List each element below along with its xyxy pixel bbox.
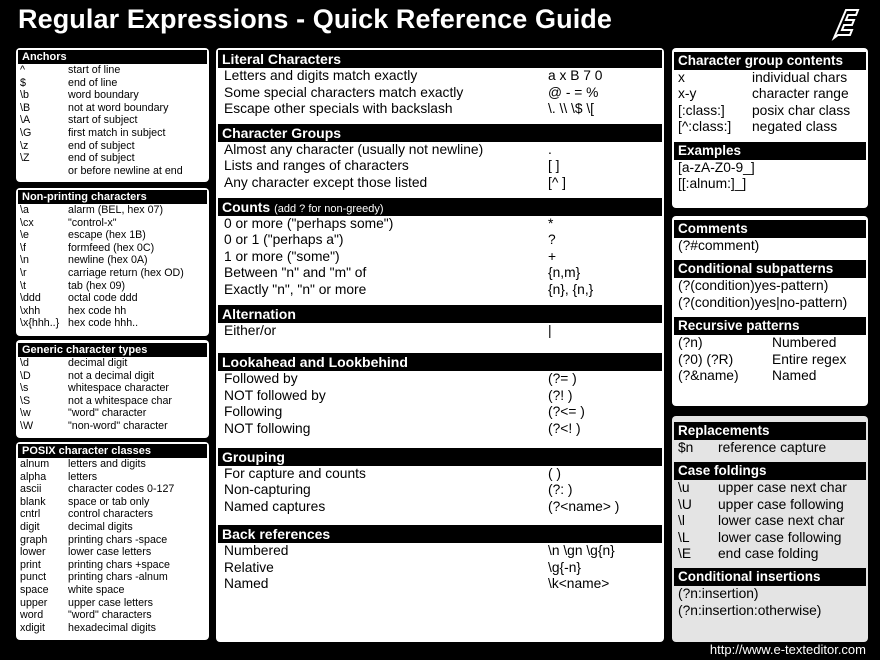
list-item: [16, 127, 209, 140]
list-item: [16, 420, 209, 433]
literal-header: Literal Characters: [218, 50, 662, 68]
list-item: [216, 466, 664, 483]
row-key: \S: [20, 394, 31, 407]
e-texteditor-logo-icon: [826, 4, 866, 44]
list-item: [16, 114, 209, 127]
row-value: individual chars: [752, 70, 848, 85]
list-item: [16, 280, 209, 293]
list-item: [16, 140, 209, 153]
comments-header: Comments: [674, 220, 866, 238]
row-value: {n}, {n,}: [548, 281, 594, 297]
casefold-header: Case foldings: [674, 462, 866, 480]
row-value: posix char class: [752, 102, 851, 118]
list-item: [16, 89, 209, 102]
row-value: start of subject: [68, 114, 138, 127]
row-key: ascii: [20, 483, 42, 496]
row-key: \U: [678, 496, 692, 512]
row-key: $: [20, 76, 26, 89]
group-contents-header: Character group contents: [674, 52, 866, 70]
list-item: [216, 482, 664, 499]
generic-panel: [16, 340, 209, 438]
backrefs-header: Back references: [218, 525, 662, 543]
row-key: \b: [20, 89, 29, 102]
list-item: [216, 216, 664, 233]
list-item: [672, 546, 868, 562]
row-value: "control-x": [68, 216, 117, 229]
list-item: [16, 483, 209, 496]
list-item: [672, 530, 868, 546]
row-key: (?0) (?R): [678, 351, 734, 367]
row-value: ?: [548, 232, 556, 248]
row-key: \W: [20, 419, 34, 432]
row-value: ( ): [548, 465, 562, 481]
list-item: [216, 101, 664, 118]
row-key: \x{hhh..}: [20, 317, 60, 330]
list-item: [216, 265, 664, 282]
list-item: [216, 232, 664, 249]
row-value: whitespace character: [68, 382, 169, 395]
list-item: [672, 86, 868, 102]
list-item: [216, 249, 664, 266]
list-item: [672, 586, 868, 602]
posix-header: POSIX character classes: [18, 444, 207, 458]
condins-header: Conditional insertions: [674, 568, 866, 586]
row-key: $n: [678, 440, 694, 455]
list-item: [672, 278, 868, 294]
list-item: [16, 357, 209, 370]
row-key: \l: [678, 513, 685, 529]
row-key: \r: [20, 266, 27, 279]
list-item: [16, 458, 209, 471]
row-key: Named: [224, 576, 269, 592]
row-key: alpha: [20, 470, 47, 483]
row-key: Either/or: [224, 322, 277, 338]
list-item: [672, 295, 868, 311]
row-value: negated class: [752, 119, 838, 135]
row-value: decimal digits: [68, 520, 133, 533]
list-item: [672, 70, 868, 86]
list-item: [16, 242, 209, 255]
row-value: letters and digits: [68, 458, 146, 470]
row-value: word boundary: [68, 89, 139, 102]
list-item: [16, 102, 209, 115]
row-key: ^: [20, 64, 26, 76]
row-key: Non-capturing: [224, 482, 311, 498]
row-key: word: [20, 609, 44, 622]
row-value: formfeed (hex 0C): [68, 241, 155, 254]
recursive-header: Recursive patterns: [674, 317, 866, 335]
row-key: \f: [20, 241, 26, 254]
row-key: (?n): [678, 335, 703, 351]
row-value: newline (hex 0A): [68, 254, 148, 267]
row-value: letters: [68, 470, 98, 483]
list-item: [216, 323, 664, 340]
list-item: [216, 543, 664, 560]
row-value: lower case following: [718, 529, 842, 545]
row-value: Numbered: [772, 335, 837, 351]
row-key: 0 or more ("perhaps some"): [224, 215, 394, 231]
replacements-panel: [672, 416, 868, 642]
row-key: lower: [20, 546, 46, 559]
row-value: decimal digit: [68, 357, 128, 369]
anchors-header: Anchors: [18, 50, 207, 64]
list-item: [16, 471, 209, 484]
list-item: [672, 352, 868, 368]
row-key: \B: [20, 101, 31, 114]
row-key: x-y: [678, 86, 697, 102]
row-key: 0 or 1 ("perhaps a"): [224, 232, 344, 248]
row-key: \G: [20, 126, 32, 139]
row-value: first match in subject: [68, 126, 166, 139]
row-value: end of line: [68, 76, 118, 89]
row-value: character codes 0-127: [68, 483, 175, 496]
row-key: \d: [20, 357, 29, 369]
footer-url[interactable]: http://www.e-texteditor.com: [709, 642, 866, 657]
row-value: (?<name> ): [548, 498, 620, 514]
row-key: 1 or more ("some"): [224, 248, 340, 264]
list-item: [216, 404, 664, 421]
row-key: Lists and ranges of characters: [224, 158, 409, 174]
list-item: [672, 368, 868, 384]
row-key: \n: [20, 254, 29, 267]
row-value: upper case following: [718, 496, 844, 512]
list-item: [16, 496, 209, 509]
list-item: [16, 559, 209, 572]
row-value: alarm (BEL, hex 07): [68, 204, 164, 216]
row-key: digit: [20, 520, 40, 533]
row-key: \a: [20, 204, 29, 216]
row-key: \t: [20, 279, 26, 292]
row-value: [ ]: [548, 158, 560, 174]
row-key: NOT following: [224, 420, 311, 436]
row-value: lower case next char: [718, 513, 845, 529]
row-value: (?<! ): [548, 420, 581, 436]
row-value: \g{-n}: [548, 559, 581, 575]
list-item: [16, 217, 209, 230]
list-item: [216, 388, 664, 405]
row-key: Escape other specials with backslash: [224, 101, 453, 117]
list-item: [672, 440, 868, 456]
row-key: For capture and counts: [224, 465, 366, 481]
lookaround-header: Lookahead and Lookbehind: [218, 353, 662, 371]
nonprint-header: Non-printing characters: [18, 190, 207, 204]
list-item: [216, 560, 664, 577]
list-item: [672, 335, 868, 351]
row-value: .: [548, 141, 552, 157]
row-key: [:class:]: [678, 102, 725, 118]
row-key: alnum: [20, 458, 50, 470]
row-key: cntrl: [20, 508, 41, 521]
list-item: [216, 175, 664, 192]
row-value: end case folding: [718, 546, 819, 562]
row-value: hex code hhh..: [68, 317, 139, 330]
list-item: [16, 584, 209, 597]
row-key: space: [20, 583, 49, 596]
list-item: [216, 68, 664, 85]
row-value: (?(condition)yes-pattern): [678, 278, 829, 294]
row-key: [20, 165, 68, 178]
row-value: space or tab only: [68, 495, 150, 508]
row-key: \ddd: [20, 292, 41, 305]
anchors-panel: [16, 48, 209, 182]
row-key: Numbered: [224, 543, 289, 559]
replacements-header: Replacements: [674, 422, 866, 440]
list-item: [672, 238, 868, 254]
row-value: (?#comment): [678, 238, 760, 253]
row-key: x: [678, 70, 685, 85]
row-value: [a-zA-Z0-9_]: [678, 159, 755, 175]
list-item: [16, 152, 209, 165]
list-item: [672, 480, 868, 496]
row-key: Following: [224, 404, 283, 420]
row-value: +: [548, 248, 557, 264]
list-item: [216, 421, 664, 438]
row-value: \k<name>: [548, 576, 610, 592]
row-value: upper case letters: [68, 596, 153, 609]
row-key: \s: [20, 382, 29, 395]
list-item: [16, 254, 209, 267]
examples-header: Examples: [674, 142, 866, 160]
page-title: Regular Expressions - Quick Reference Guide: [18, 4, 613, 34]
generic-header: Generic character types: [18, 343, 207, 357]
list-item: [216, 499, 664, 516]
row-value: (?n:insertion:otherwise): [678, 602, 822, 618]
list-item: [216, 576, 664, 593]
conditional-header: Conditional subpatterns: [674, 260, 866, 278]
row-key: punct: [20, 571, 47, 584]
row-value: "word" character: [68, 407, 147, 420]
row-key: Between "n" and "m" of: [224, 265, 367, 281]
list-item: [16, 571, 209, 584]
row-value: {n,m}: [548, 265, 581, 281]
row-key: Some special characters match exactly: [224, 84, 464, 100]
list-item: [16, 267, 209, 280]
counts-header: Counts (add ? for non-greedy): [218, 198, 662, 216]
row-value: hexadecimal digits: [68, 621, 156, 634]
row-value: (?! ): [548, 387, 573, 403]
list-item: [16, 382, 209, 395]
row-value: printing chars +space: [68, 558, 170, 571]
row-value: [[:alnum:]_]: [678, 176, 747, 192]
list-item: [16, 204, 209, 217]
row-key: \w: [20, 407, 31, 420]
row-value: (?n:insertion): [678, 586, 759, 602]
list-item: [672, 176, 868, 192]
row-value: a x B 7 0: [548, 68, 603, 83]
row-value: printing chars -alnum: [68, 571, 168, 584]
row-value: (?<= ): [548, 404, 585, 420]
row-value: not a whitespace char: [68, 394, 172, 407]
list-item: [16, 165, 209, 178]
row-key: \u: [678, 480, 690, 496]
row-key: \z: [20, 139, 29, 152]
list-item: [672, 160, 868, 176]
row-key: \Z: [20, 152, 30, 165]
list-item: [16, 609, 209, 622]
row-value: "word" characters: [68, 609, 152, 622]
group-contents-panel: [672, 48, 868, 208]
list-item: [16, 77, 209, 90]
row-value: Named: [772, 368, 817, 384]
list-item: [672, 119, 868, 135]
row-value: reference capture: [718, 440, 827, 455]
row-value: not a decimal digit: [68, 369, 155, 382]
list-item: [672, 603, 868, 619]
row-key: (?&name): [678, 368, 739, 384]
main-reference-panel: [216, 48, 664, 642]
grouping-header: Grouping: [218, 448, 662, 466]
row-key: Relative: [224, 559, 274, 575]
row-value: @ - = %: [548, 84, 599, 100]
row-value: white space: [68, 583, 125, 596]
list-item: [672, 497, 868, 513]
list-item: [16, 370, 209, 383]
list-item: [16, 407, 209, 420]
row-key: \e: [20, 229, 29, 242]
list-item: [216, 142, 664, 159]
list-item: [16, 508, 209, 521]
row-value: start of line: [68, 64, 121, 76]
list-item: [16, 534, 209, 547]
list-item: [16, 395, 209, 408]
row-value: octal code ddd: [68, 292, 138, 305]
row-key: \A: [20, 114, 31, 127]
row-value: upper case next char: [718, 480, 847, 496]
row-key: Letters and digits match exactly: [224, 68, 418, 83]
list-item: [16, 597, 209, 610]
row-value: control characters: [68, 508, 153, 521]
row-value: Entire regex: [772, 351, 847, 367]
list-item: [16, 64, 209, 77]
row-key: \L: [678, 529, 690, 545]
row-value: *: [548, 215, 554, 231]
row-key: graph: [20, 533, 48, 546]
row-key: \xhh: [20, 304, 41, 317]
row-value: or before newline at end: [68, 164, 183, 177]
alternation-header: Alternation: [218, 305, 662, 323]
row-value: [^ ]: [548, 174, 566, 190]
row-value: (?(condition)yes|no-pattern): [678, 294, 848, 310]
row-key: blank: [20, 495, 46, 508]
row-value: tab (hex 09): [68, 279, 126, 292]
row-value: character range: [752, 86, 849, 102]
row-key: Followed by: [224, 371, 298, 387]
row-value: (?= ): [548, 371, 577, 387]
row-key: Exactly "n", "n" or more: [224, 281, 367, 297]
list-item: [216, 158, 664, 175]
list-item: [16, 546, 209, 559]
row-value: end of subject: [68, 152, 135, 165]
list-item: [16, 305, 209, 318]
row-key: \E: [678, 546, 692, 562]
row-key: \D: [20, 369, 31, 382]
row-key: Any character except those listed: [224, 174, 428, 190]
row-key: Almost any character (usually not newline): [224, 141, 484, 157]
groups-header: Character Groups: [218, 124, 662, 142]
row-key: print: [20, 558, 41, 571]
list-item: [216, 85, 664, 102]
row-value: \n \gn \g{n}: [548, 543, 615, 559]
row-key: upper: [20, 596, 48, 609]
row-key: \cx: [20, 216, 34, 229]
list-item: [16, 622, 209, 635]
row-value: |: [548, 322, 552, 338]
patterns-panel: [672, 216, 868, 406]
row-value: "non-word" character: [68, 419, 168, 432]
row-value: lower case letters: [68, 546, 152, 559]
list-item: [216, 371, 664, 388]
row-value: hex code hh: [68, 304, 127, 317]
row-value: carriage return (hex OD): [68, 266, 184, 279]
row-key: [^:class:]: [678, 119, 732, 135]
list-item: [16, 292, 209, 305]
posix-panel: [16, 442, 209, 640]
row-value: escape (hex 1B): [68, 229, 146, 242]
list-item: [16, 521, 209, 534]
list-item: [16, 229, 209, 242]
row-value: not at word boundary: [68, 101, 169, 114]
list-item: [216, 282, 664, 299]
row-key: xdigit: [20, 621, 45, 634]
list-item: [672, 103, 868, 119]
row-value: (?: ): [548, 482, 573, 498]
list-item: [16, 317, 209, 330]
nonprint-panel: [16, 188, 209, 336]
row-key: Named captures: [224, 498, 326, 514]
row-value: \. \\ \$ \[: [548, 101, 595, 117]
row-value: end of subject: [68, 139, 135, 152]
row-key: NOT followed by: [224, 387, 326, 403]
row-value: printing chars -space: [68, 533, 168, 546]
list-item: [672, 513, 868, 529]
